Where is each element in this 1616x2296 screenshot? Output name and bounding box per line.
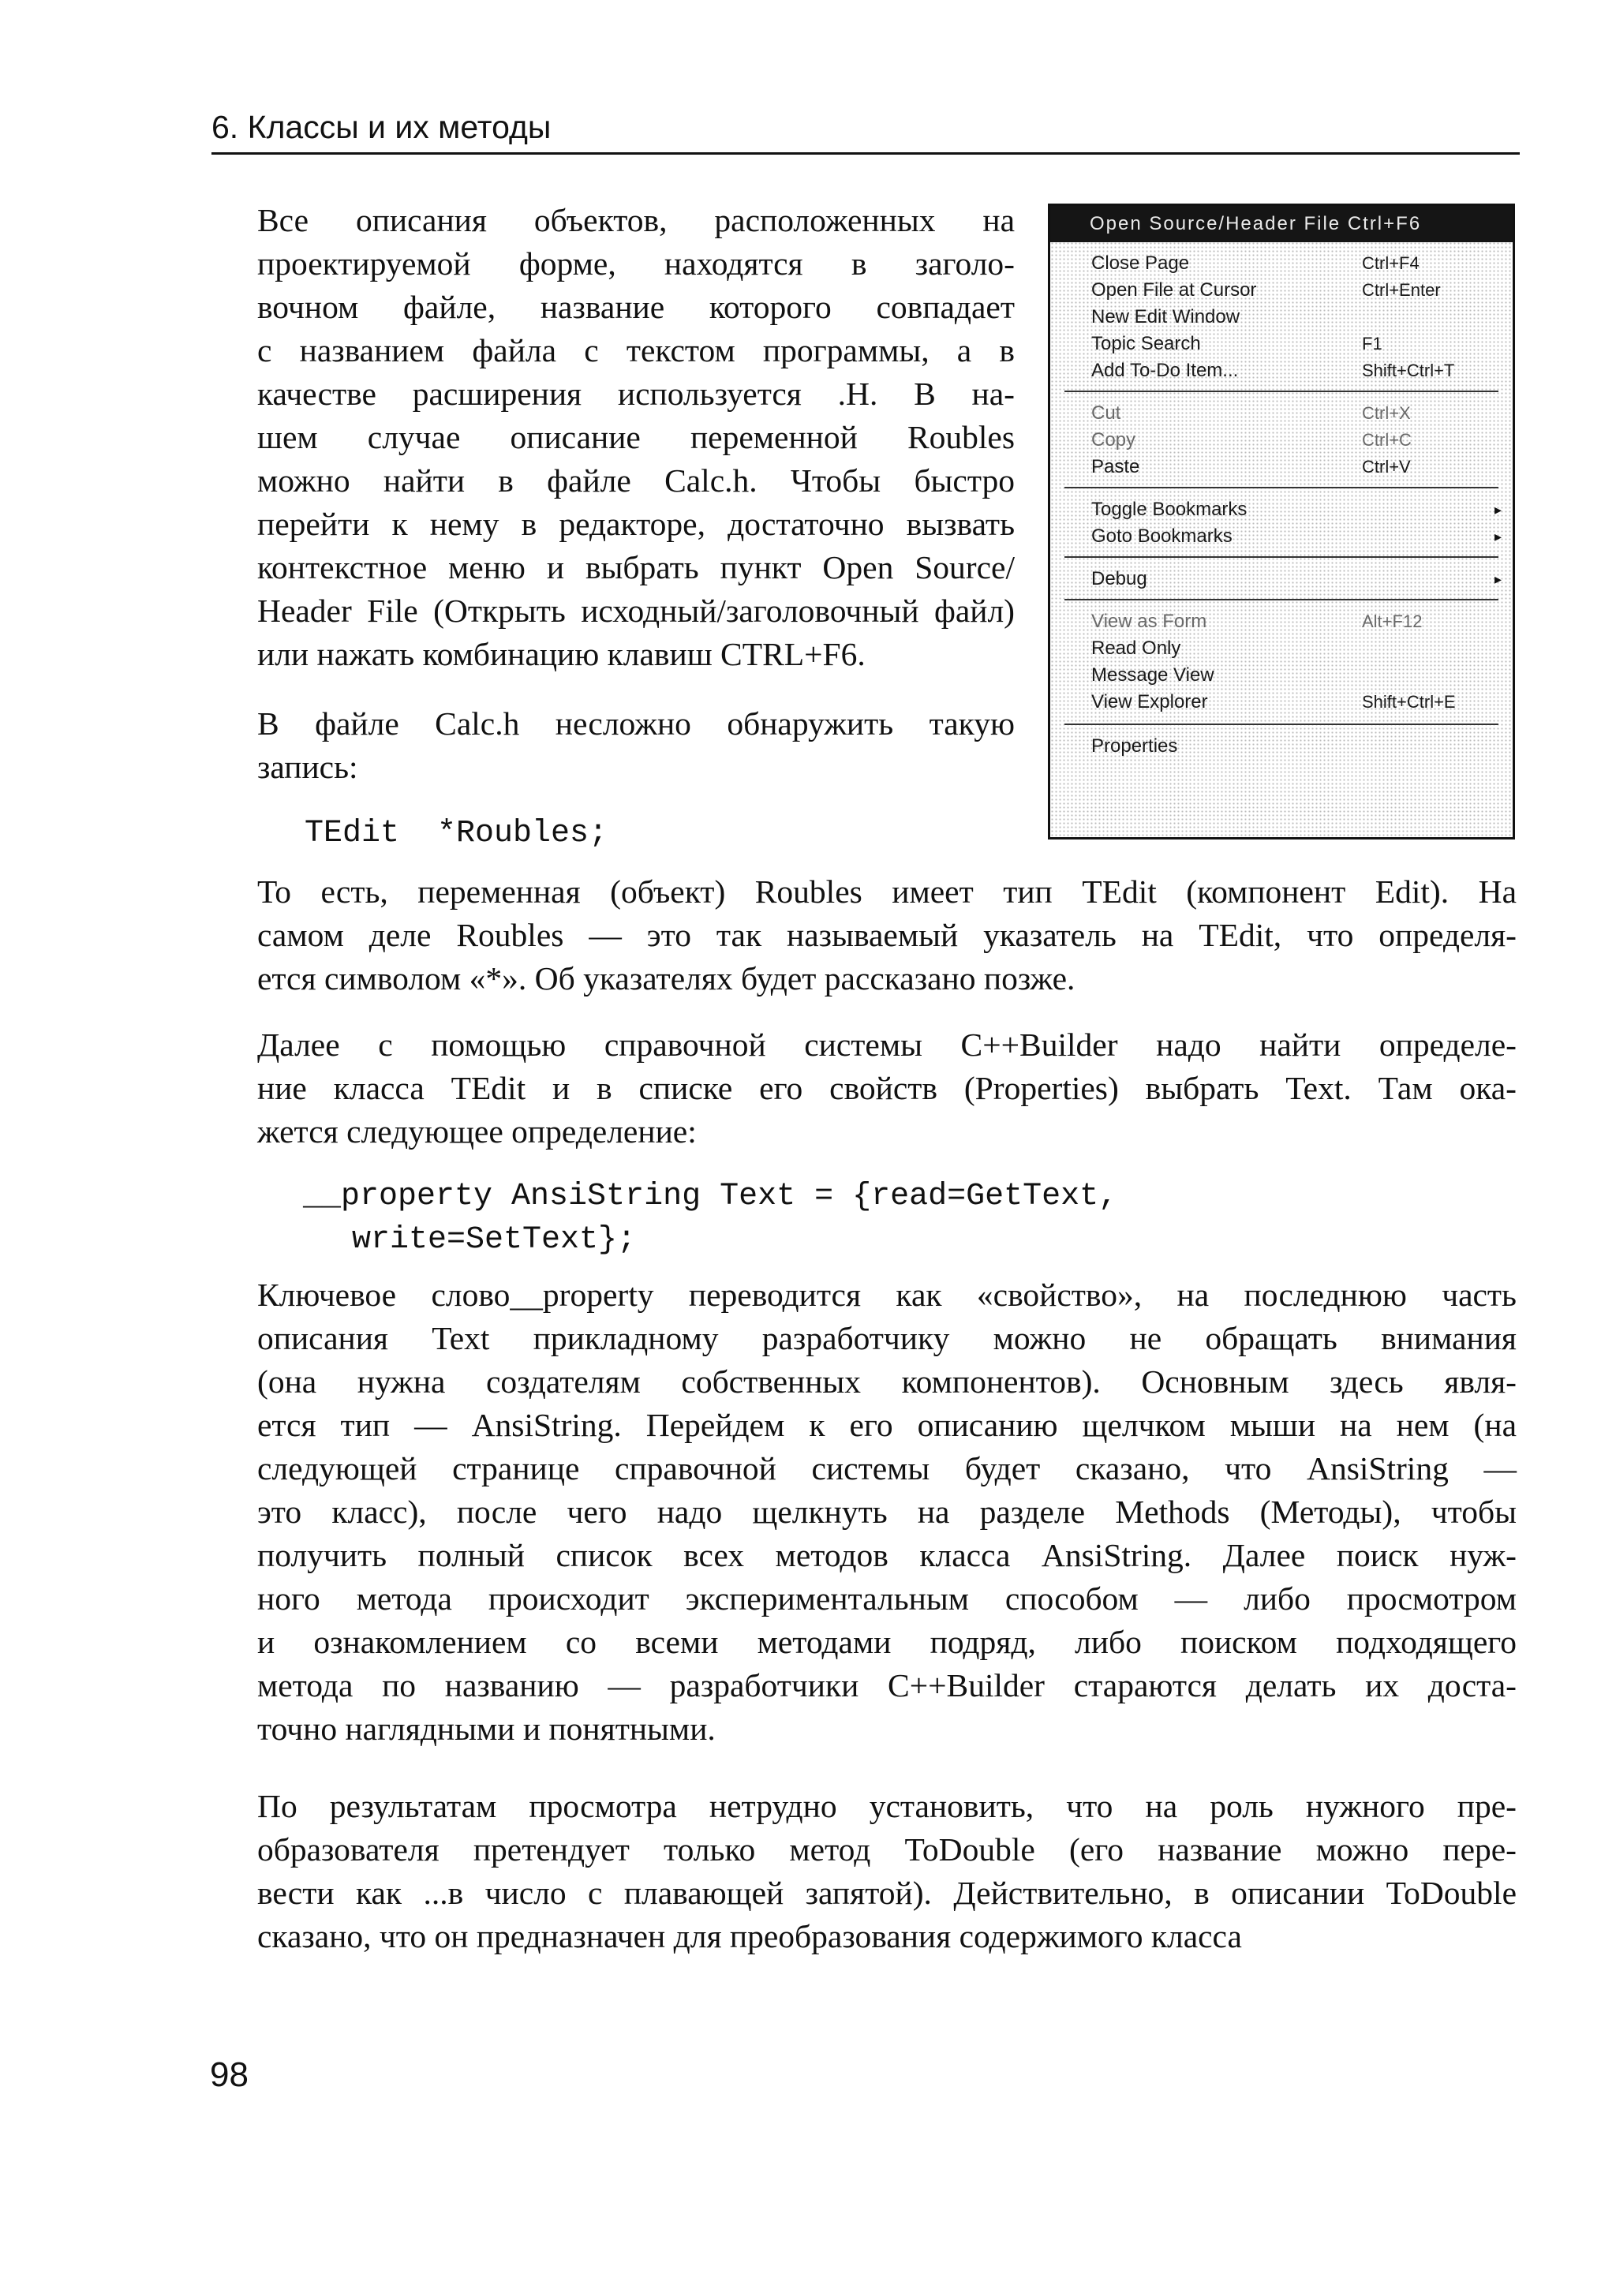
menu-item-view-explorer[interactable]: View Explorer Shift+Ctrl+E	[1091, 691, 1456, 712]
menu-item-read-only[interactable]: Read Only	[1091, 638, 1181, 659]
paragraph-4	[257, 1023, 1517, 1154]
paragraph-2	[257, 702, 1015, 789]
text-line: (она нужна создателям собственных компонентов). Основным здесь явля-	[257, 1363, 1517, 1400]
paragraph-1	[257, 199, 1015, 676]
text-line: ного метода происходит экспериментальным способом — либо просмотром	[257, 1580, 1517, 1617]
page-number: 98	[210, 2055, 249, 2094]
text-line: проектируемой форме, находятся в заголо-	[257, 245, 1015, 282]
text-line: можно найти в файле Calc.h. Чтобы быстро	[257, 462, 1015, 499]
menu-item-message-view[interactable]: Message View	[1091, 664, 1214, 686]
menu-separator	[1064, 487, 1498, 488]
text-line: шем случае описание переменной Roubles	[257, 419, 1015, 455]
text-line: самом деле Roubles — это так называемый указатель на TEdit, что определя-	[257, 917, 1517, 953]
text-line: Header File (Открыть исходный/заголовочный файл)	[257, 593, 1015, 629]
paragraph-3	[257, 870, 1517, 1000]
menu-item-topic-search[interactable]: Topic Search F1	[1091, 333, 1382, 354]
text-line: вочном файле, название которого совпадает	[257, 289, 1015, 325]
menu-item-toggle-bookmarks[interactable]: Toggle Bookmarks ▸	[1050, 496, 1513, 523]
menu-item-close-page[interactable]: Close Page Ctrl+F4	[1091, 252, 1420, 274]
text-line: Все описания объектов, расположенных на	[257, 202, 1015, 238]
submenu-arrow-icon: ▸	[1494, 502, 1502, 518]
text-line: образователя претендует только метод ToDouble (его название можно пере-	[257, 1831, 1517, 1868]
menu-item-open-file-at-cursor[interactable]: Open File at Cursor Ctrl+Enter	[1091, 279, 1441, 301]
submenu-arrow-icon: ▸	[1494, 529, 1502, 544]
code-snippet-property-line1: __property AnsiString Text = {read=GetText,	[303, 1179, 1118, 1214]
text-line: ние класса TEdit и в списке его свойств (Properties) выбрать Text. Там ока-	[257, 1070, 1517, 1106]
text-line: получить полный список всех методов класса AnsiString. Далее поиск нуж-	[257, 1537, 1517, 1573]
text-line: вести как ...в число с плавающей запятой). Действительно, в описании ToDouble	[257, 1875, 1517, 1911]
text-line: Ключевое слово__property переводится как «свойство», на последнюю часть	[257, 1277, 1517, 1313]
menu-item-properties[interactable]: Properties	[1091, 735, 1178, 757]
text-line: и ознакомлением со всеми методами подряд, либо поиском подходящего	[257, 1624, 1517, 1660]
text-line: запись:	[257, 749, 358, 785]
text-line: качестве расширения используется .H. В на-	[257, 376, 1015, 412]
paragraph-6	[257, 1785, 1517, 1958]
editor-context-menu	[1048, 204, 1515, 839]
menu-item-paste[interactable]: Paste Ctrl+V	[1091, 456, 1411, 477]
menu-highlighted-item[interactable]: Open Source/Header File Ctrl+F6	[1050, 206, 1513, 242]
text-line: ется символом «*». Об указателях будет рассказано позже.	[257, 960, 1075, 997]
text-line: это класс), после чего надо щелкнуть на разделе Methods (Методы), чтобы	[257, 1494, 1517, 1530]
menu-item-goto-bookmarks[interactable]: Goto Bookmarks ▸	[1050, 523, 1513, 550]
text-line: перейти к нему в редакторе, достаточно вызвать	[257, 506, 1015, 542]
submenu-arrow-icon: ▸	[1494, 571, 1502, 587]
text-line: То есть, переменная (объект) Roubles имеет тип TEdit (компонент Edit). На	[257, 873, 1517, 910]
text-line: ется тип — AnsiString. Перейдем к его описанию щелчком мыши на нем (на	[257, 1407, 1517, 1443]
menu-item-debug[interactable]: Debug ▸	[1050, 566, 1513, 593]
header-rule	[211, 152, 1520, 155]
text-line: метода по названию — разработчики C++Builder стараются делать их доста-	[257, 1667, 1517, 1703]
menu-item-view-as-form[interactable]: View as Form Alt+F12	[1091, 611, 1423, 632]
menu-item-cut[interactable]: Cut Ctrl+X	[1091, 402, 1411, 424]
menu-item-new-edit-window[interactable]: New Edit Window	[1091, 306, 1240, 327]
paragraph-5	[257, 1273, 1517, 1751]
menu-separator	[1064, 391, 1498, 392]
text-line: или нажать комбинацию клавиш CTRL+F6.	[257, 636, 866, 672]
text-line: с названием файла с текстом программы, а в	[257, 332, 1015, 368]
chapter-title: 6. Классы и их методы	[211, 109, 552, 145]
text-line: жется следующее определение:	[257, 1113, 697, 1150]
text-line: следующей странице справочной системы будет сказано, что AnsiString —	[257, 1450, 1517, 1486]
text-line: контекстное меню и выбрать пункт Open Source/	[257, 549, 1015, 585]
menu-separator	[1064, 556, 1498, 558]
text-line: В файле Calc.h несложно обнаружить такую	[257, 705, 1015, 742]
menu-item-add-todo[interactable]: Add To-Do Item... Shift+Ctrl+T	[1091, 360, 1455, 381]
menu-separator	[1064, 599, 1498, 600]
text-line: сказано, что он предназначен для преобразования содержимого класса	[257, 1918, 1242, 1954]
menu-item-copy[interactable]: Copy Ctrl+C	[1091, 429, 1412, 451]
code-snippet-property-line2: write=SetText};	[352, 1222, 637, 1258]
menu-separator	[1064, 724, 1498, 725]
running-header	[211, 107, 1520, 155]
text-line: Далее с помощью справочной системы C++Builder надо найти определе-	[257, 1026, 1517, 1063]
text-line: По результатам просмотра нетрудно установить, что на роль нужного пре-	[257, 1788, 1517, 1824]
text-line: точно наглядными и понятными.	[257, 1711, 716, 1747]
code-snippet-declaration: TEdit *Roubles;	[305, 816, 608, 851]
text-line: описания Text прикладному разработчику можно не обращать внимания	[257, 1320, 1517, 1356]
